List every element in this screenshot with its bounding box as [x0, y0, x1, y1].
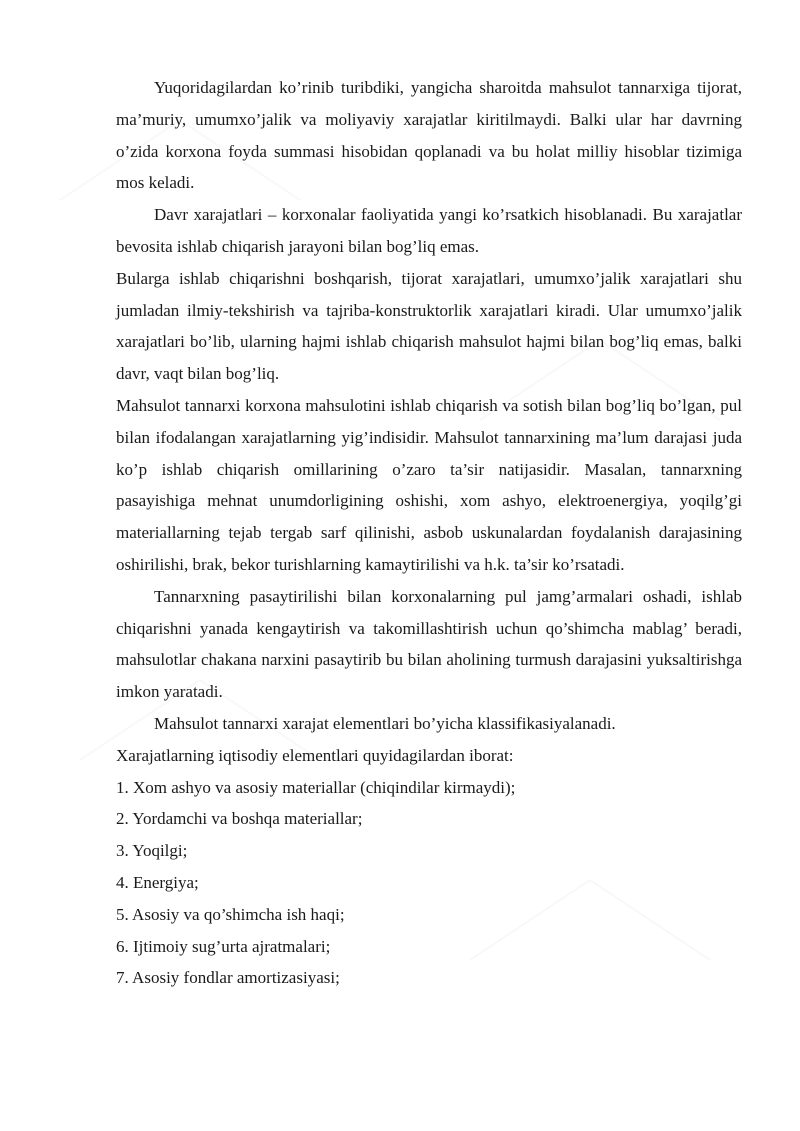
list-item: 2. Yordamchi va boshqa materiallar;: [116, 809, 363, 829]
paragraph-6: Mahsulot tannarxi xarajat elementlari bo’yicha klassifikasiyalanadi.: [154, 713, 616, 733]
list-item: 7. Asosiy fondlar amortizasiyasi;: [116, 968, 340, 988]
document-page: [116, 72, 742, 994]
list-item: 5. Asosiy va qo’shimcha ish haqi;: [116, 904, 345, 924]
expense-elements-list: [116, 772, 742, 995]
list-item: 3. Yoqilgi;: [116, 841, 188, 861]
paragraph-3: Bularga ishlab chiqarishni boshqarish, tijorat xarajatlari, umumxo’jalik xarajatlari shu jumladan ilmiy-tekshirish va tajriba-konstruktorlik xarajatlari kiradi. Ular umumxo’jalik xarajatlari bo’lib, ularning hajmi ishlab chiqarish mahsulot hajmi bilan bog’liq emas, balki davr, vaqt bilan bog’liq.: [116, 268, 742, 384]
paragraph-2: Davr xarajatlari – korxonalar faoliyatida yangi ko’rsatkich hisoblanadi. Bu xarajatlar bevosita ishlab chiqarish jarayoni bilan bog’liq emas.: [116, 205, 742, 256]
paragraph-5: Tannarxning pasaytirilishi bilan korxonalarning pul jamg’armalari oshadi, ishlab chiqarishni yanada kengaytirish va takomillashtirish uchun qo’shimcha mablag’ beradi, mahsulotlar chakana narxini pasaytirib bu bilan aholining turmush darajasini yuksaltirishga imkon yaratadi.: [116, 586, 742, 702]
paragraph-1: Yuqoridagilardan ko’rinib turibdiki, yangicha sharoitda mahsulot tannarxiga tijorat, ma’muriy, umumxo’jalik va moliyaviy xarajatlar kiritilmaydi. Balki ular har davrning o’zida korxona foyda summasi hisobidan qoplanadi va bu holat milliy hisoblar tizimiga mos keladi.: [116, 78, 742, 193]
paragraph-4: Mahsulot tannarxi korxona mahsulotini ishlab chiqarish va sotish bilan bog’liq bo’lgan, pul bilan ifodalangan xarajatlarning yig’indisidir. Mahsulot tannarxining ma’lum darajasi juda ko’p ishlab chiqarish omillarining o’zaro ta’sir natijasidir. Masalan, tannarxning pasayishiga mehnat unumdorligining oshishi, xom ashyo, elektroenergiya, yoqilg’gi materiallarning tejab tergab sarf qilinishi, asbob uskunalardan foydalanish darajasining oshirilishi, brak, bekor turishlarning kamaytirilishi va h.k. ta’sir ko’rsatadi.: [116, 395, 742, 574]
list-item: 6. Ijtimoiy sug’urta ajratmalari;: [116, 936, 331, 956]
paragraph-7: Xarajatlarning iqtisodiy elementlari quyidagilardan iborat:: [116, 745, 514, 765]
list-item: 4. Energiya;: [116, 872, 199, 892]
list-item: 1. Xom ashyo va asosiy materiallar (chiqindilar kirmaydi);: [116, 777, 516, 797]
